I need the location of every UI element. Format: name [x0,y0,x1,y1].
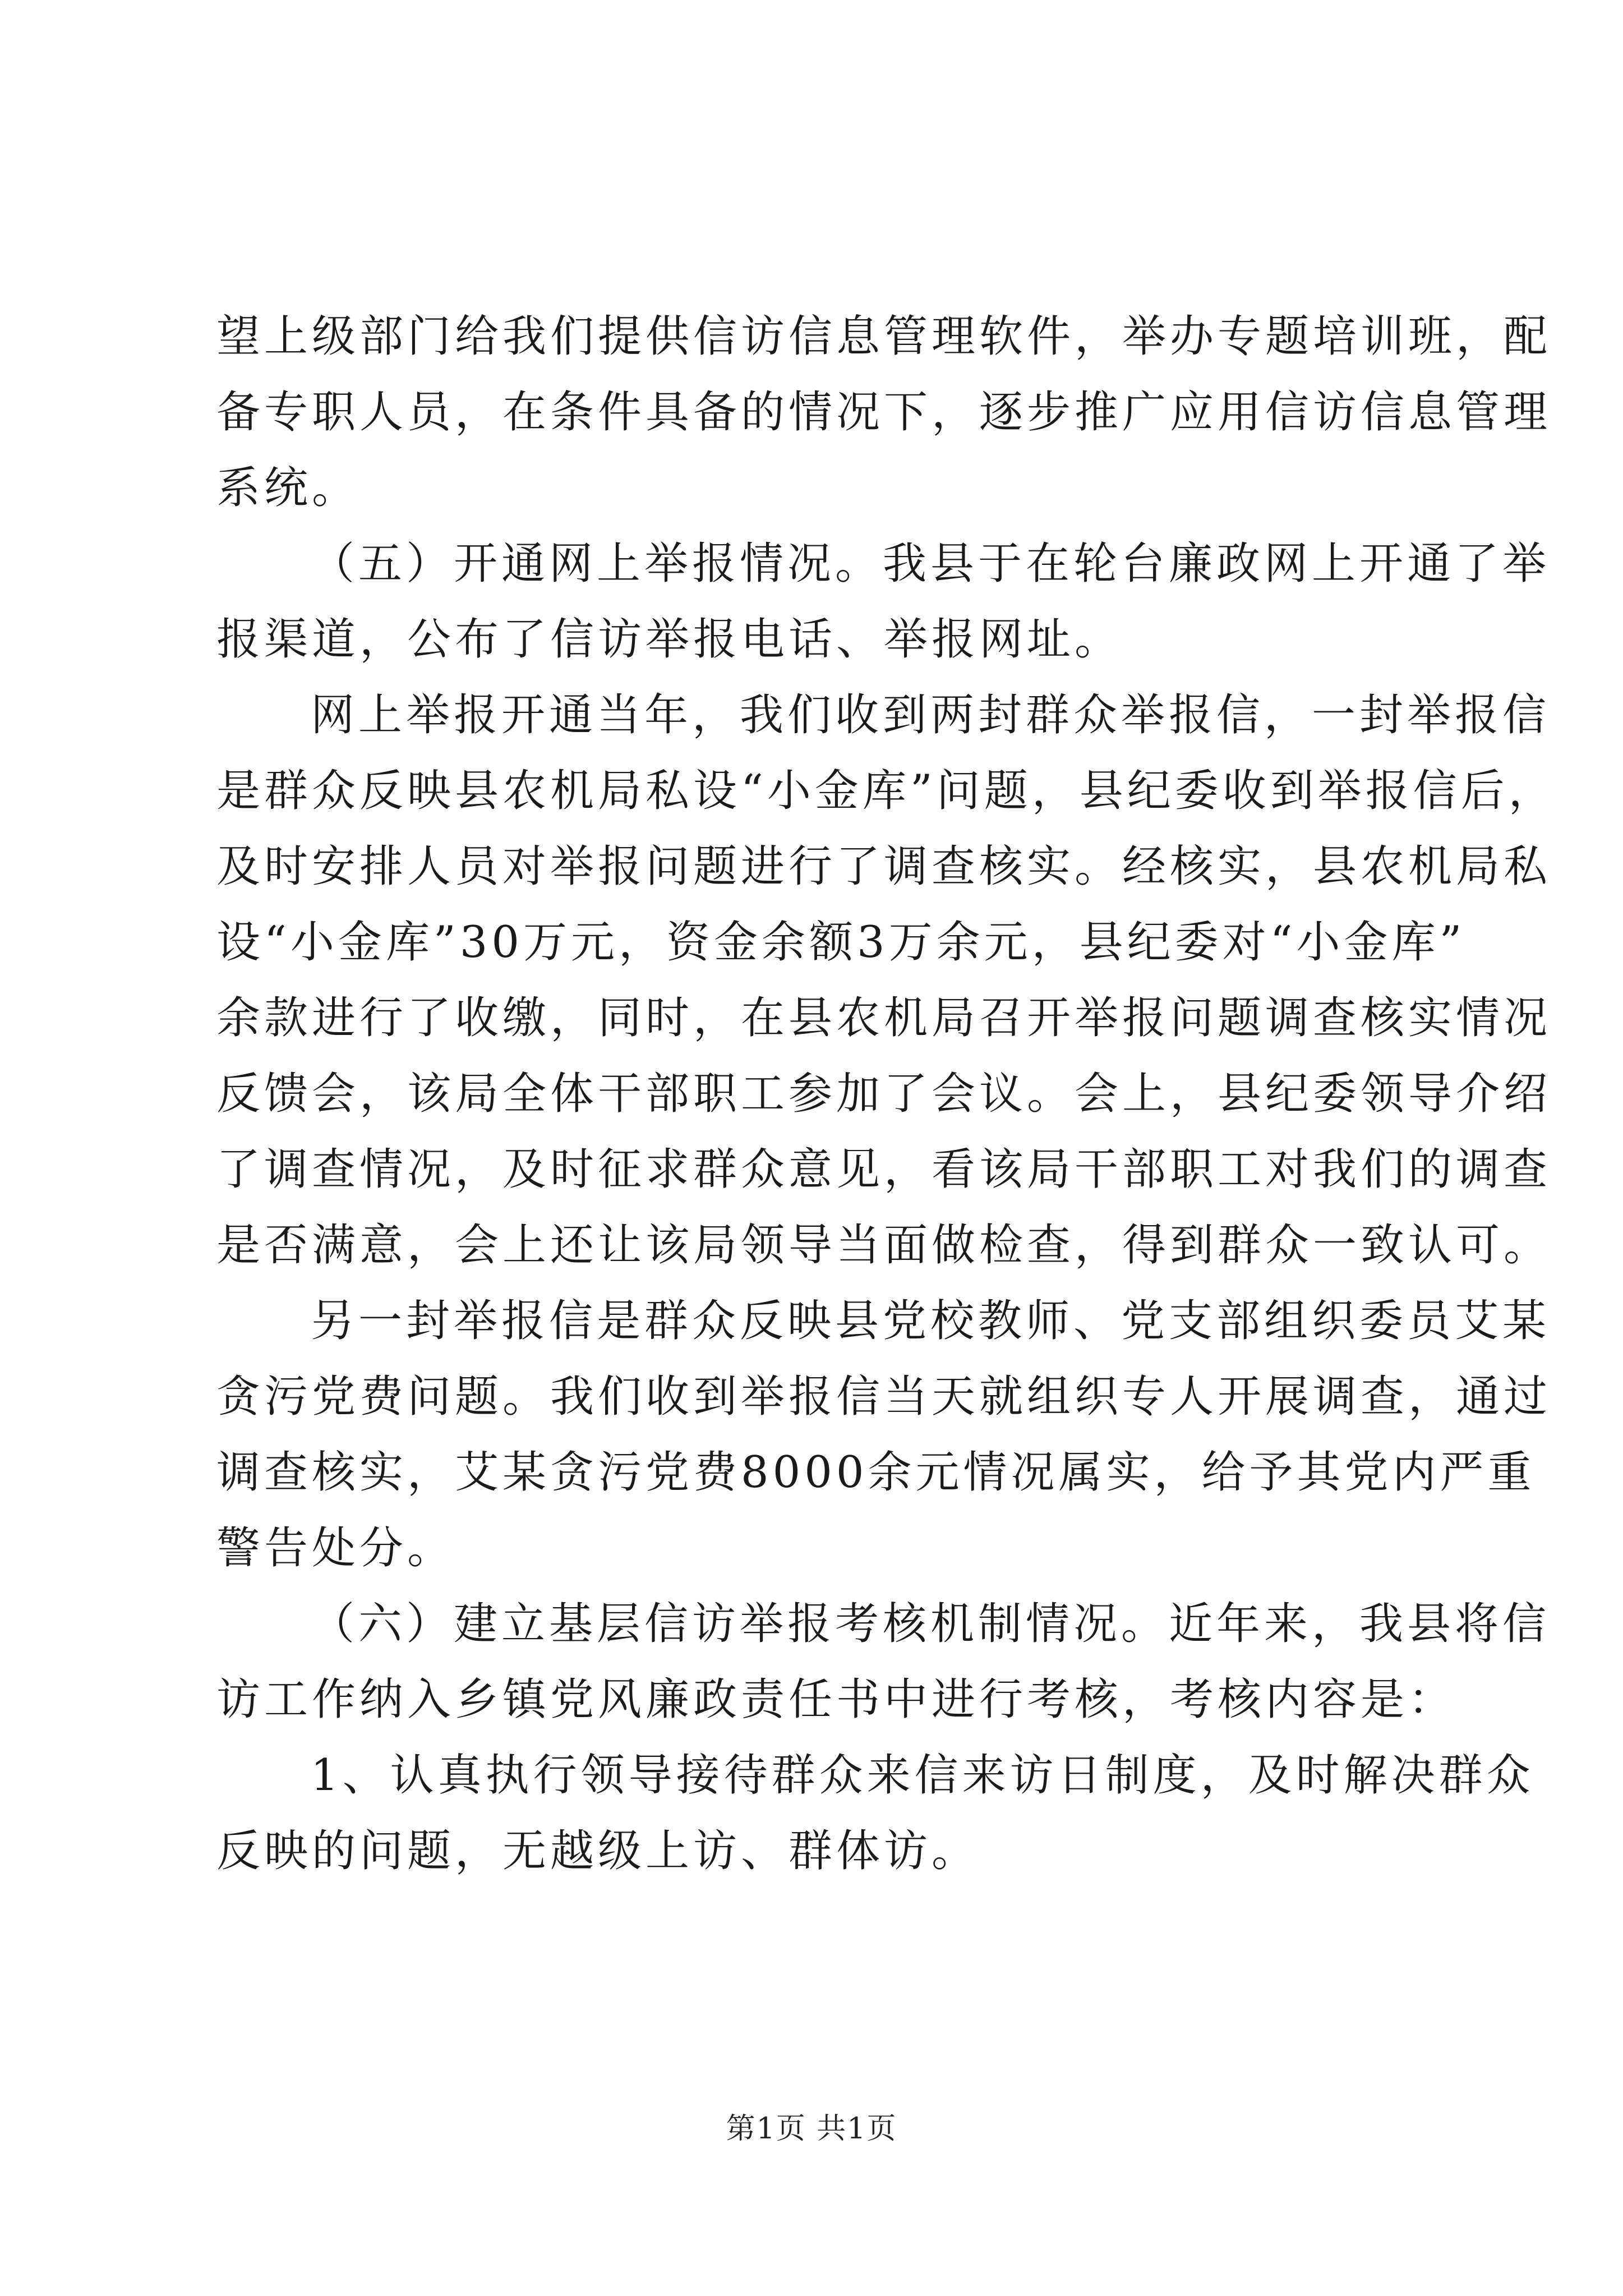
text-line: 访工作纳入乡镇党风廉政责任书中进行考核，考核内容是： [216,1674,1456,1725]
section-heading-line: （六）建立基层信访举报考核机制情况。近年来，我县将信 [311,1599,1551,1649]
text-line: 设“小金库”30万元，资金余额3万余元，县纪委对“小金库” [216,917,1466,968]
text-line: 警告处分。 [216,1523,455,1573]
text-line: 是否满意，会上还让该局领导当面做检查，得到群众一致认可。 [216,1220,1552,1271]
text-line: 贪污党费问题。我们收到举报信当天就组织专人开展调查，通过 [216,1372,1552,1422]
section-heading-line: （五）开通网上举报情况。我县于在轮台廉政网上开通了举 [311,539,1551,589]
text-line: 调查核实，艾某贪污党费8000余元情况属实，给予其党内严重 [216,1447,1536,1498]
paragraph-first-line: 网上举报开通当年，我们收到两封群众举报信，一封举报信 [311,690,1551,740]
text-line: 了调查情况，及时征求群众意见，看该局干部职工对我们的调查 [216,1144,1552,1195]
page-number-footer: 第1页 共1页 [726,2112,897,2146]
text-line: 余款进行了收缴，同时，在县农机局召开举报问题调查核实情况 [216,993,1552,1043]
text-line: 备专职人员，在条件具备的情况下，逐步推广应用信访信息管理 [216,387,1552,438]
list-item-first-line: 1、认真执行领导接待群众来信来访日制度，及时解决群众 [311,1750,1534,1801]
text-line: 反馈会，该局全体干部职工参加了会议。会上，县纪委领导介绍 [216,1069,1552,1119]
text-line: 系统。 [216,463,360,513]
text-line: 是群众反映县农机局私设“小金库”问题，县纪委收到举报信后， [216,766,1556,816]
text-line: 及时安排人员对举报问题进行了调查核实。经核实，县农机局私 [216,841,1552,892]
text-line: 反映的问题，无越级上访、群体访。 [216,1826,980,1876]
paragraph-first-line: 另一封举报信是群众反映县党校教师、党支部组织委员艾某 [311,1296,1551,1346]
document-body [216,299,1556,1889]
text-line: 报渠道，公布了信访举报电话、举报网址。 [216,614,1123,665]
text-line: 望上级部门给我们提供信访信息管理软件，举办专题培训班，配 [216,311,1552,362]
